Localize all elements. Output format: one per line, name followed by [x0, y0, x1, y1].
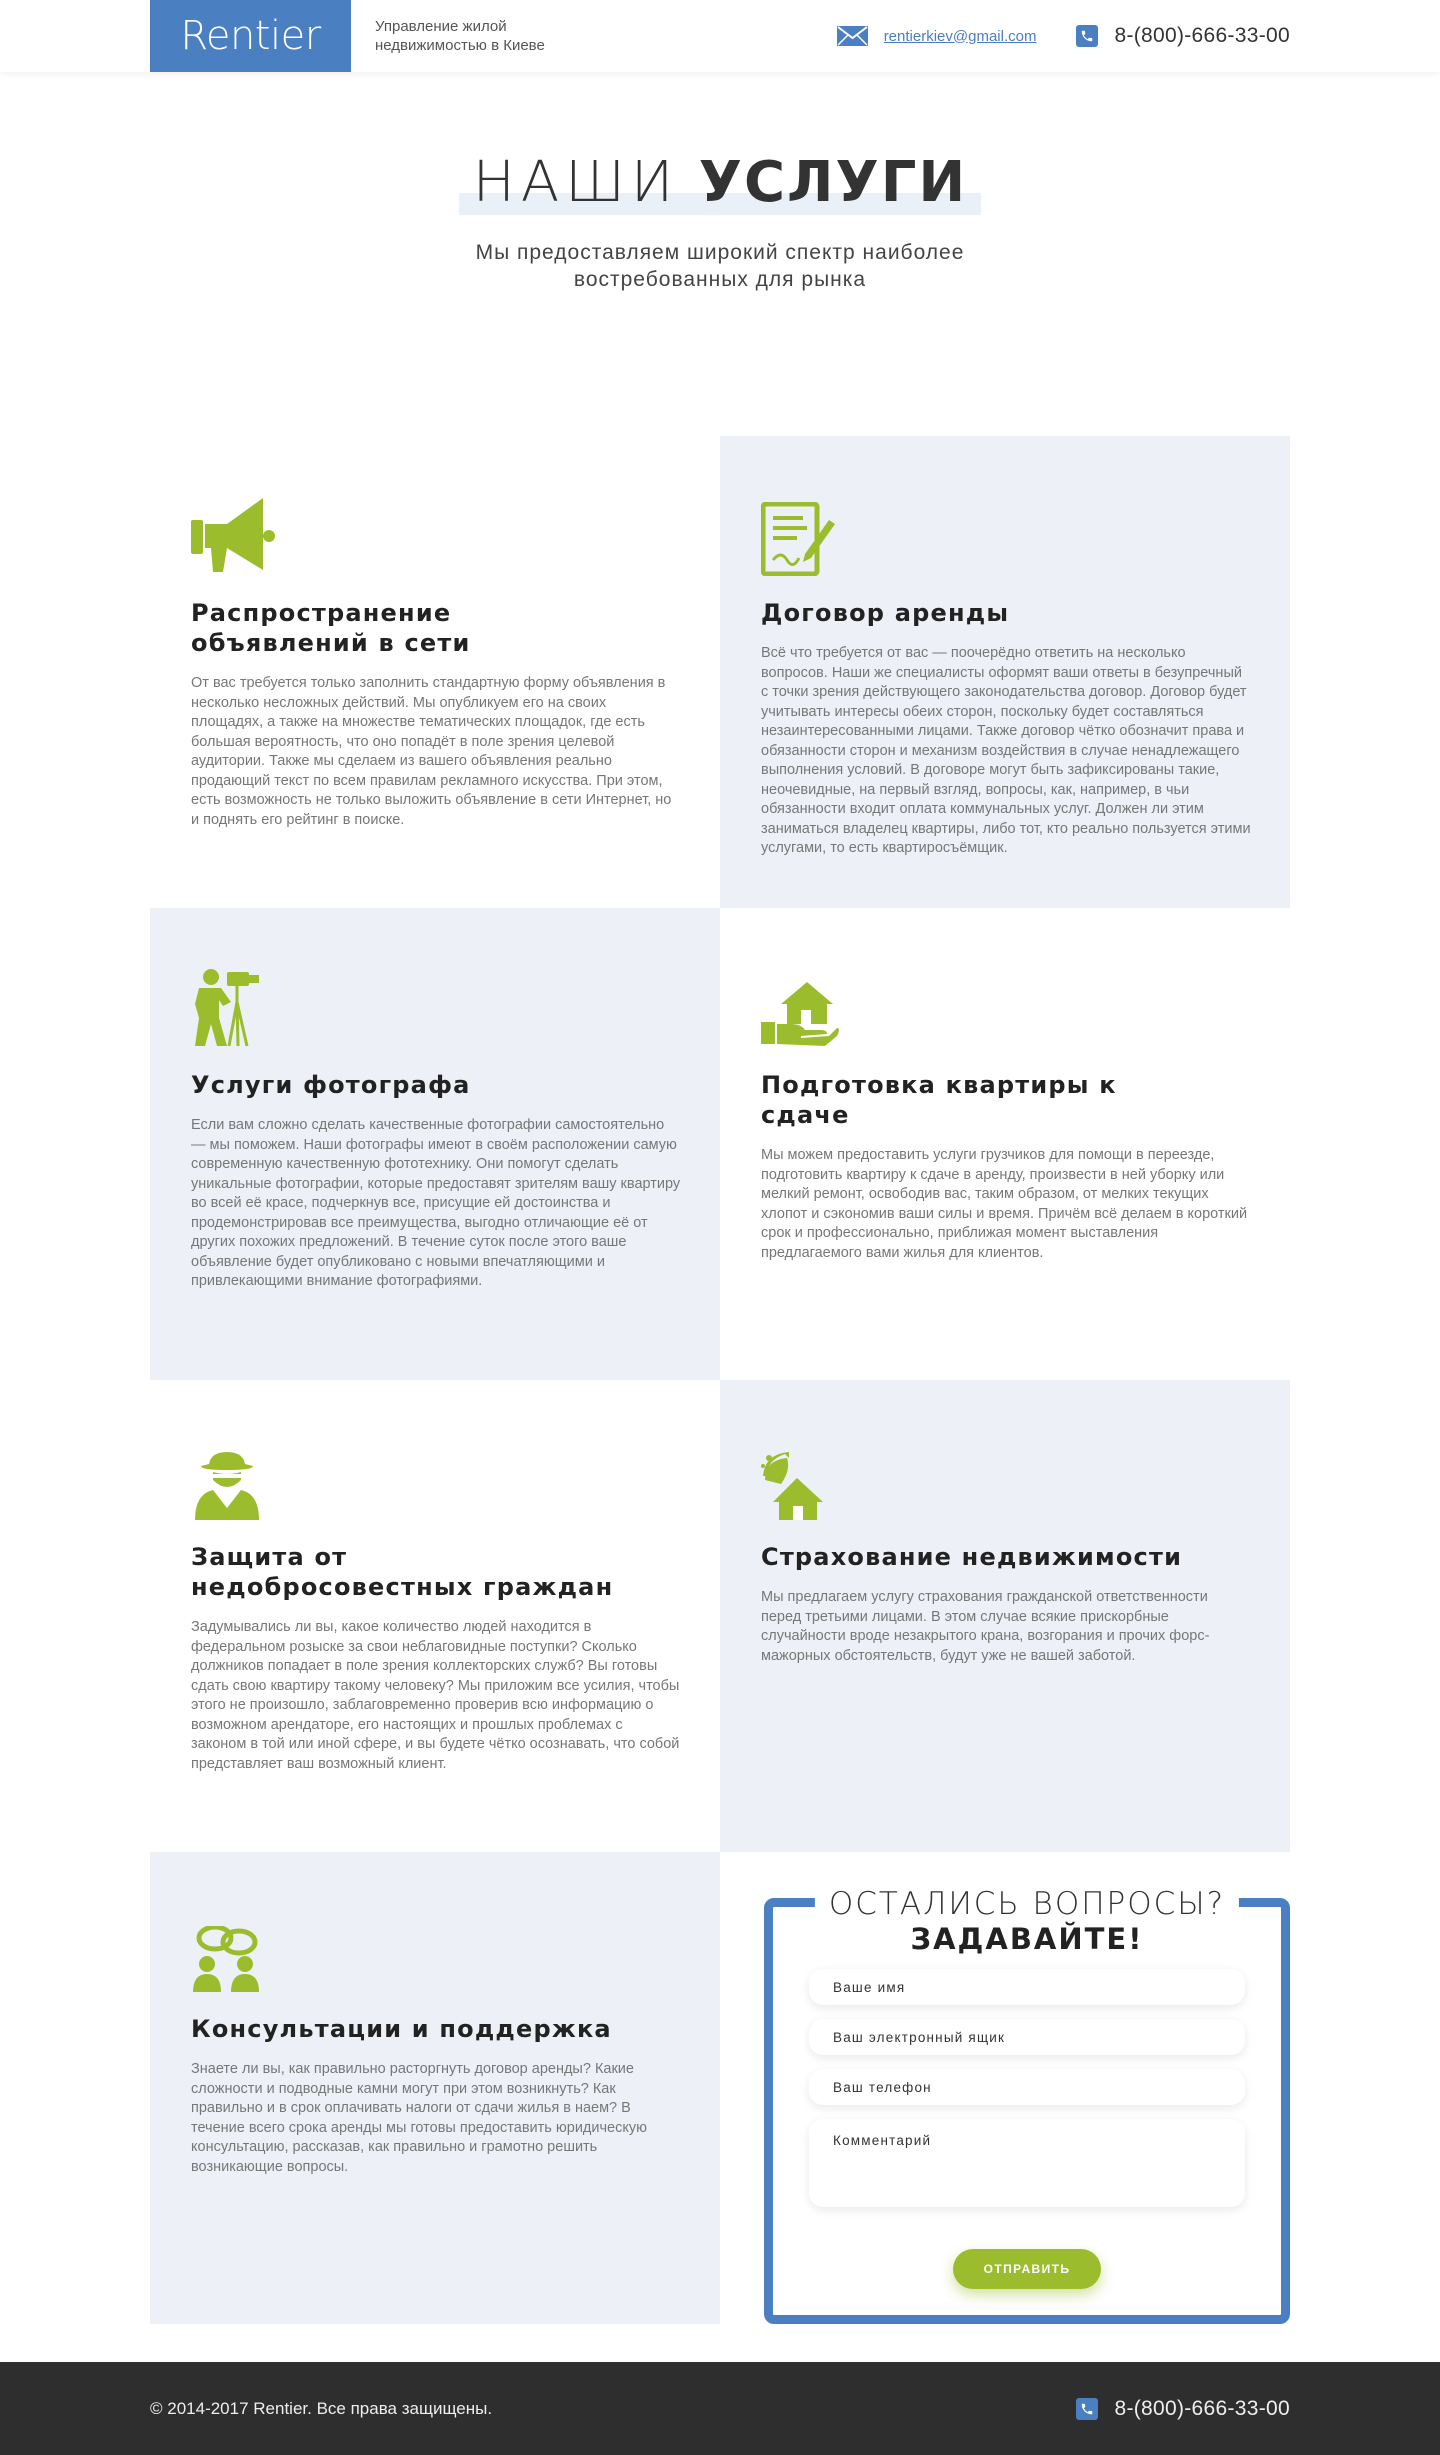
name-field[interactable]: Ваше имя	[809, 1969, 1245, 2005]
house-in-hand-icon	[761, 982, 839, 1048]
service-card-photographer	[150, 908, 720, 1380]
email-link[interactable]: rentierkiev@gmail.com	[883, 27, 1037, 45]
form-heading-bold: ЗАДАВАЙТЕ!	[910, 1922, 1144, 1956]
title-light: НАШИ	[472, 150, 680, 215]
service-card-contract	[720, 436, 1290, 908]
contract-icon	[761, 502, 835, 576]
page-subtitle: Мы предоставляем широкий спектр наиболее востребованных для рынка	[475, 241, 965, 291]
phone-field[interactable]: Ваш телефон	[809, 2069, 1245, 2105]
services-grid-wrapper	[150, 436, 1290, 2324]
copyright: © 2014-2017 Rentier. Все права защищены.	[150, 2398, 493, 2418]
form-heading-light: ОСТАЛИСЬ ВОПРОСЫ?	[828, 1886, 1226, 1922]
service-text: Знаете ли вы, как правильно расторгнуть договор аренды? Какие сложности и подводные камни могут при этом возникнуть? Как правильно и в срок оплачивать налоги от сдачи жилья в наем? В течение всего срока аренды мы готовы предоставить юридическую консультацию, рассказав, как правильно и грамотно решить возникающие вопросы.	[191, 2061, 647, 2175]
service-title: Услуги фотографа	[191, 1071, 471, 1099]
title-bold: УСЛУГИ	[698, 150, 968, 215]
site-header	[0, 0, 1440, 72]
service-title: Договор аренды	[761, 599, 1010, 627]
service-card-ads	[150, 436, 720, 908]
footer-phone-contact	[1076, 2397, 1290, 2421]
service-card-insurance	[720, 1380, 1290, 1852]
submit-button[interactable]: ОТПРАВИТЬ	[953, 2249, 1101, 2289]
phone-icon	[1076, 25, 1098, 47]
service-title: Консультации и поддержка	[191, 2015, 612, 2043]
service-text: Задумывались ли вы, какое количество людей находится в федеральном розыске за свои неблаговидные поступки? Сколько должников попадает в поле зрения коллекторских служб? Вы готовы сдать свою квартиру такому человеку? Мы приложим все усилия, чтобы этого не произошло, заблаговременно проверив всю информацию о возможном арендаторе, его настоящих и прошлых проблемах с законом в той или иной сфере, и вы будете чётко осознавать, что собой представляет ваш возможный клиент.	[191, 1619, 680, 1772]
contact-form-cell	[720, 1852, 1290, 2324]
email-contact	[837, 26, 1037, 46]
service-text: От вас требуется только заполнить стандартную форму объявления в несколько несложных действий. Мы опубликуем его на своих площадях, а также на множестве тематических площадок, где есть большая вероятность, что оно попадёт в поле зрения целевой аудитории. Также мы сделаем из вашего объявления реально продающий текст по всем правилам рекламного искусства. При этом, есть возможность не только выложить объявление в сети Интернет, но и поднять его рейтинг в поиске.	[191, 675, 672, 828]
contact-form	[764, 1886, 1290, 2324]
email-field[interactable]: Ваш электронный ящик	[809, 2019, 1245, 2055]
service-text: Всё что требуется от вас — поочерёдно ответить на несколько вопросов. Наши же специалисты оформят ваши ответы в безупречный с точки зрения действующего законодательства договор. Договор будет учитывать интересы обеих сторон, поскольку будет составляться незаинтересованными лицами. Также договор чётко обозначит права и обязанности сторон и механизм воздействия в случае ненадлежащего выполнения условий. В договоре могут быть зафиксированы такие, неочевидные, на первый взгляд, вопросы, как, например, в чьи обязанности входит оплата коммунальных услуг. Должен ли этим заниматься владелец квартиры, либо тот, кто реально пользуется этими услугами, то есть квартиросъёмщик.	[761, 645, 1251, 856]
spy-icon	[191, 1450, 263, 1520]
service-title: Подготовка квартиры к сдаче	[761, 1071, 1117, 1129]
envelope-icon	[837, 26, 868, 46]
service-text: Мы можем предоставить услуги грузчиков для помощи в переезде, подготовить квартиру к сдаче в аренду, произвести в ней уборку или мелкий ремонт, освободив вас, таким образом, от мелких текущих хлопот и сэкономив ваши силы и время. Причём всё делаем в короткий срок и профессионально, приближая момент выставления предлагаемого вами жилья для клиентов.	[761, 1147, 1248, 1261]
service-text: Мы предлагаем услугу страхования гражданской ответственности перед третьими лицами. В этом случае всякие прискорбные случайности вроде незакрытого крана, возгорания и прочих форс-мажорных обстоятельств, будут уже не вашей заботой.	[761, 1589, 1210, 1664]
form-fields	[809, 1969, 1245, 2221]
megaphone-icon	[191, 492, 275, 576]
phone-contact	[1076, 24, 1290, 48]
services-heading	[0, 72, 1440, 436]
consultation-icon	[191, 1926, 261, 1992]
site-footer	[0, 2362, 1440, 2455]
services-grid	[150, 436, 1290, 2324]
header-contacts	[837, 24, 1290, 48]
photographer-icon	[191, 968, 263, 1048]
page-title	[473, 152, 968, 213]
service-card-consultation	[150, 1852, 720, 2324]
comment-field[interactable]: Комментарий	[809, 2119, 1245, 2207]
logo[interactable]: Rentier	[150, 0, 351, 72]
service-text: Если вам сложно сделать качественные фотографии самостоятельно — мы поможем. Наши фотографы имеют в своём расположении самую современную качественную фототехнику. Они помогут сделать уникальные фотографии, которые предоставят зрителям вашу квартиру во всей её красе, подчеркнув все, присущие ей достоинства и продемонстрировав все преимущества, выгодно отличающие её от других похожих предложений. В течение суток после этого ваше объявление будет опубликовано с новыми впечатляющими и привлекающими внимание фотографиями.	[191, 1117, 681, 1289]
service-title: Защита от недобросовестных граждан	[191, 1543, 614, 1601]
tagline: Управление жилой недвижимостью в Киеве	[375, 18, 545, 54]
form-heading	[815, 1887, 1239, 1957]
service-title: Страхование недвижимости	[761, 1543, 1183, 1571]
footer-phone-number[interactable]: 8-(800)-666-33-00	[1114, 2396, 1290, 2420]
service-title: Распространение объявлений в сети	[191, 599, 471, 657]
service-card-preparation	[720, 908, 1290, 1380]
service-card-protection	[150, 1380, 720, 1852]
phone-number[interactable]: 8-(800)-666-33-00	[1114, 24, 1290, 47]
house-umbrella-icon	[761, 1450, 825, 1520]
phone-icon	[1076, 2398, 1098, 2420]
